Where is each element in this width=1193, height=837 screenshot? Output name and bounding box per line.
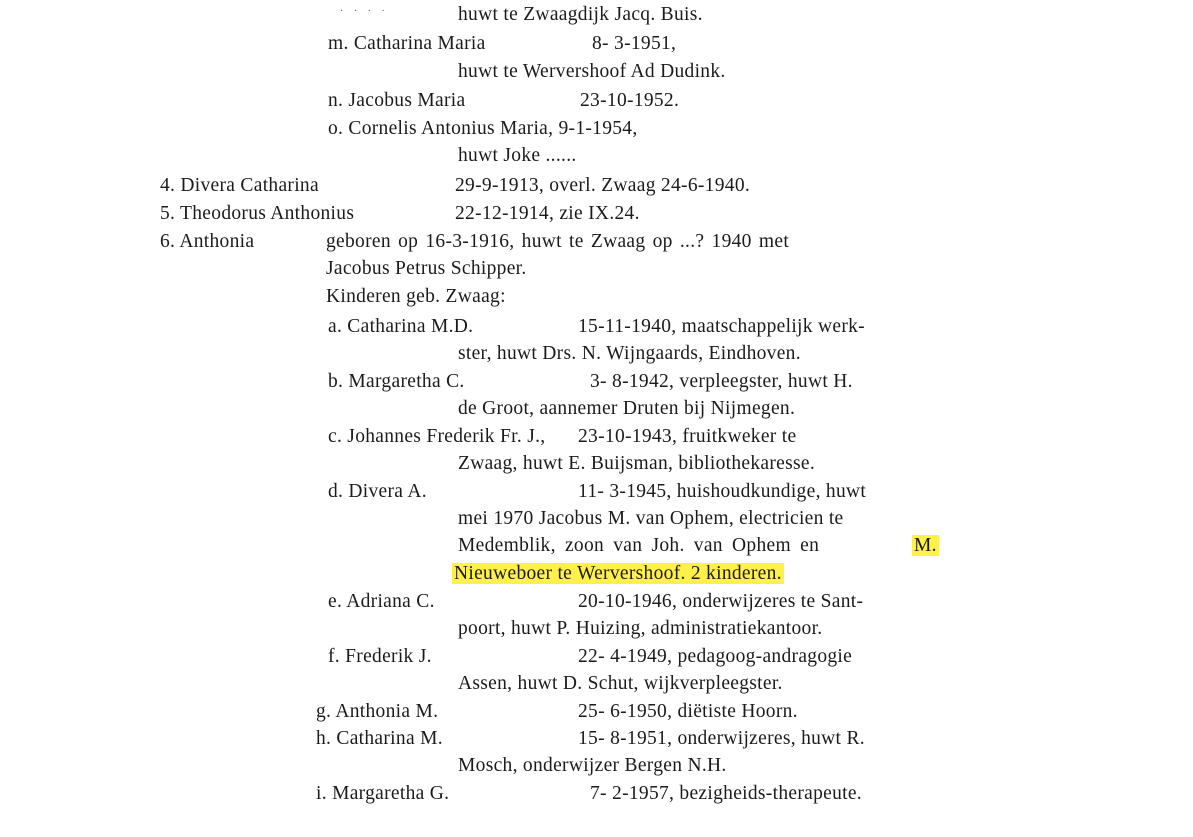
line-27-name: h. Catharina M. xyxy=(316,728,443,749)
line-18-text: 11- 3-1945, huishoudkundige, huwt xyxy=(578,481,867,502)
line-27-text: 15- 8-1951, onderwijzeres, huwt R. xyxy=(578,728,865,749)
line-21 xyxy=(452,561,784,587)
highlighted-text: Nieuweboer te Wervershoof. 2 kinderen. xyxy=(454,563,782,584)
line-14-text: 3- 8-1942, verpleegster, huwt H. xyxy=(590,371,853,392)
line-13: ster, huwt Drs. N. Wijngaards, Eindhoven. xyxy=(458,343,801,364)
line-1: huwt te Zwaagdijk Jacq. Buis. xyxy=(458,4,703,25)
line-22-name: e. Adriana C. xyxy=(328,591,435,612)
line-26-name: g. Anthonia M. xyxy=(316,701,439,722)
line-15: de Groot, aannemer Druten bij Nijmegen. xyxy=(458,398,796,419)
line-26-text: 25- 6-1950, diëtiste Hoorn. xyxy=(578,701,798,722)
line-29-text: 7- 2-1957, bezigheids-therapeute. xyxy=(590,783,862,804)
line-20: Medemblik, zoon van Joh. van Ophem en xyxy=(458,535,820,556)
line-17: Zwaag, huwt E. Buijsman, bibliothekaresse. xyxy=(458,453,816,474)
line-9-text: geboren op 16-3-1916, huwt te Zwaag op ...? 1940 met xyxy=(326,231,790,252)
line-22-text: 20-10-1946, onderwijzeres te Sant- xyxy=(578,591,864,612)
line-28: Mosch, onderwijzer Bergen N.H. xyxy=(458,755,727,776)
line-3: huwt te Wervershoof Ad Dudink. xyxy=(458,61,726,82)
line-18-name: d. Divera A. xyxy=(328,481,427,502)
line-6: huwt Joke ...... xyxy=(458,145,577,166)
line-11: Kinderen geb. Zwaag: xyxy=(326,286,506,307)
highlighted-text: M. xyxy=(914,535,937,556)
line-19: mei 1970 Jacobus M. van Ophem, electricien te xyxy=(458,508,844,529)
line-12-text: 15-11-1940, maatschappelijk werk- xyxy=(578,316,865,337)
line-29-name: i. Margaretha G. xyxy=(316,783,450,804)
line-8-name: 5. Theodorus Anthonius xyxy=(160,203,355,224)
line-9-name: 6. Anthonia xyxy=(160,231,255,252)
line-14-name: b. Margaretha C. xyxy=(328,371,465,392)
line-12-name: a. Catharina M.D. xyxy=(328,316,474,337)
line-4-date: 23-10-1952. xyxy=(580,90,680,111)
line-2-name: m. Catharina Maria xyxy=(328,33,486,54)
line-2-date: 8- 3-1951, xyxy=(592,33,677,54)
line-23: poort, huwt P. Huizing, administratiekantoor. xyxy=(458,618,823,639)
line-20-highlight xyxy=(912,533,939,559)
line-25: Assen, huwt D. Schut, wijkverpleegster. xyxy=(458,673,783,694)
line-24-name: f. Frederik J. xyxy=(328,646,432,667)
line-10: Jacobus Petrus Schipper. xyxy=(326,258,527,279)
line-16-text: 23-10-1943, fruitkweker te xyxy=(578,426,797,447)
line-16-name: c. Johannes Frederik Fr. J., xyxy=(328,426,546,447)
line-7-date: 29-9-1913, overl. Zwaag 24-6-1940. xyxy=(455,175,751,196)
line-8-date: 22-12-1914, zie IX.24. xyxy=(455,203,640,224)
line-24-text: 22- 4-1949, pedagoog-andragogie xyxy=(578,646,853,667)
line-4-name: n. Jacobus Maria xyxy=(328,90,466,111)
line-5: o. Cornelis Antonius Maria, 9-1-1954, xyxy=(328,118,638,139)
line-7-name: 4. Divera Catharina xyxy=(160,175,319,196)
scan-specks: · · · · xyxy=(340,6,389,17)
